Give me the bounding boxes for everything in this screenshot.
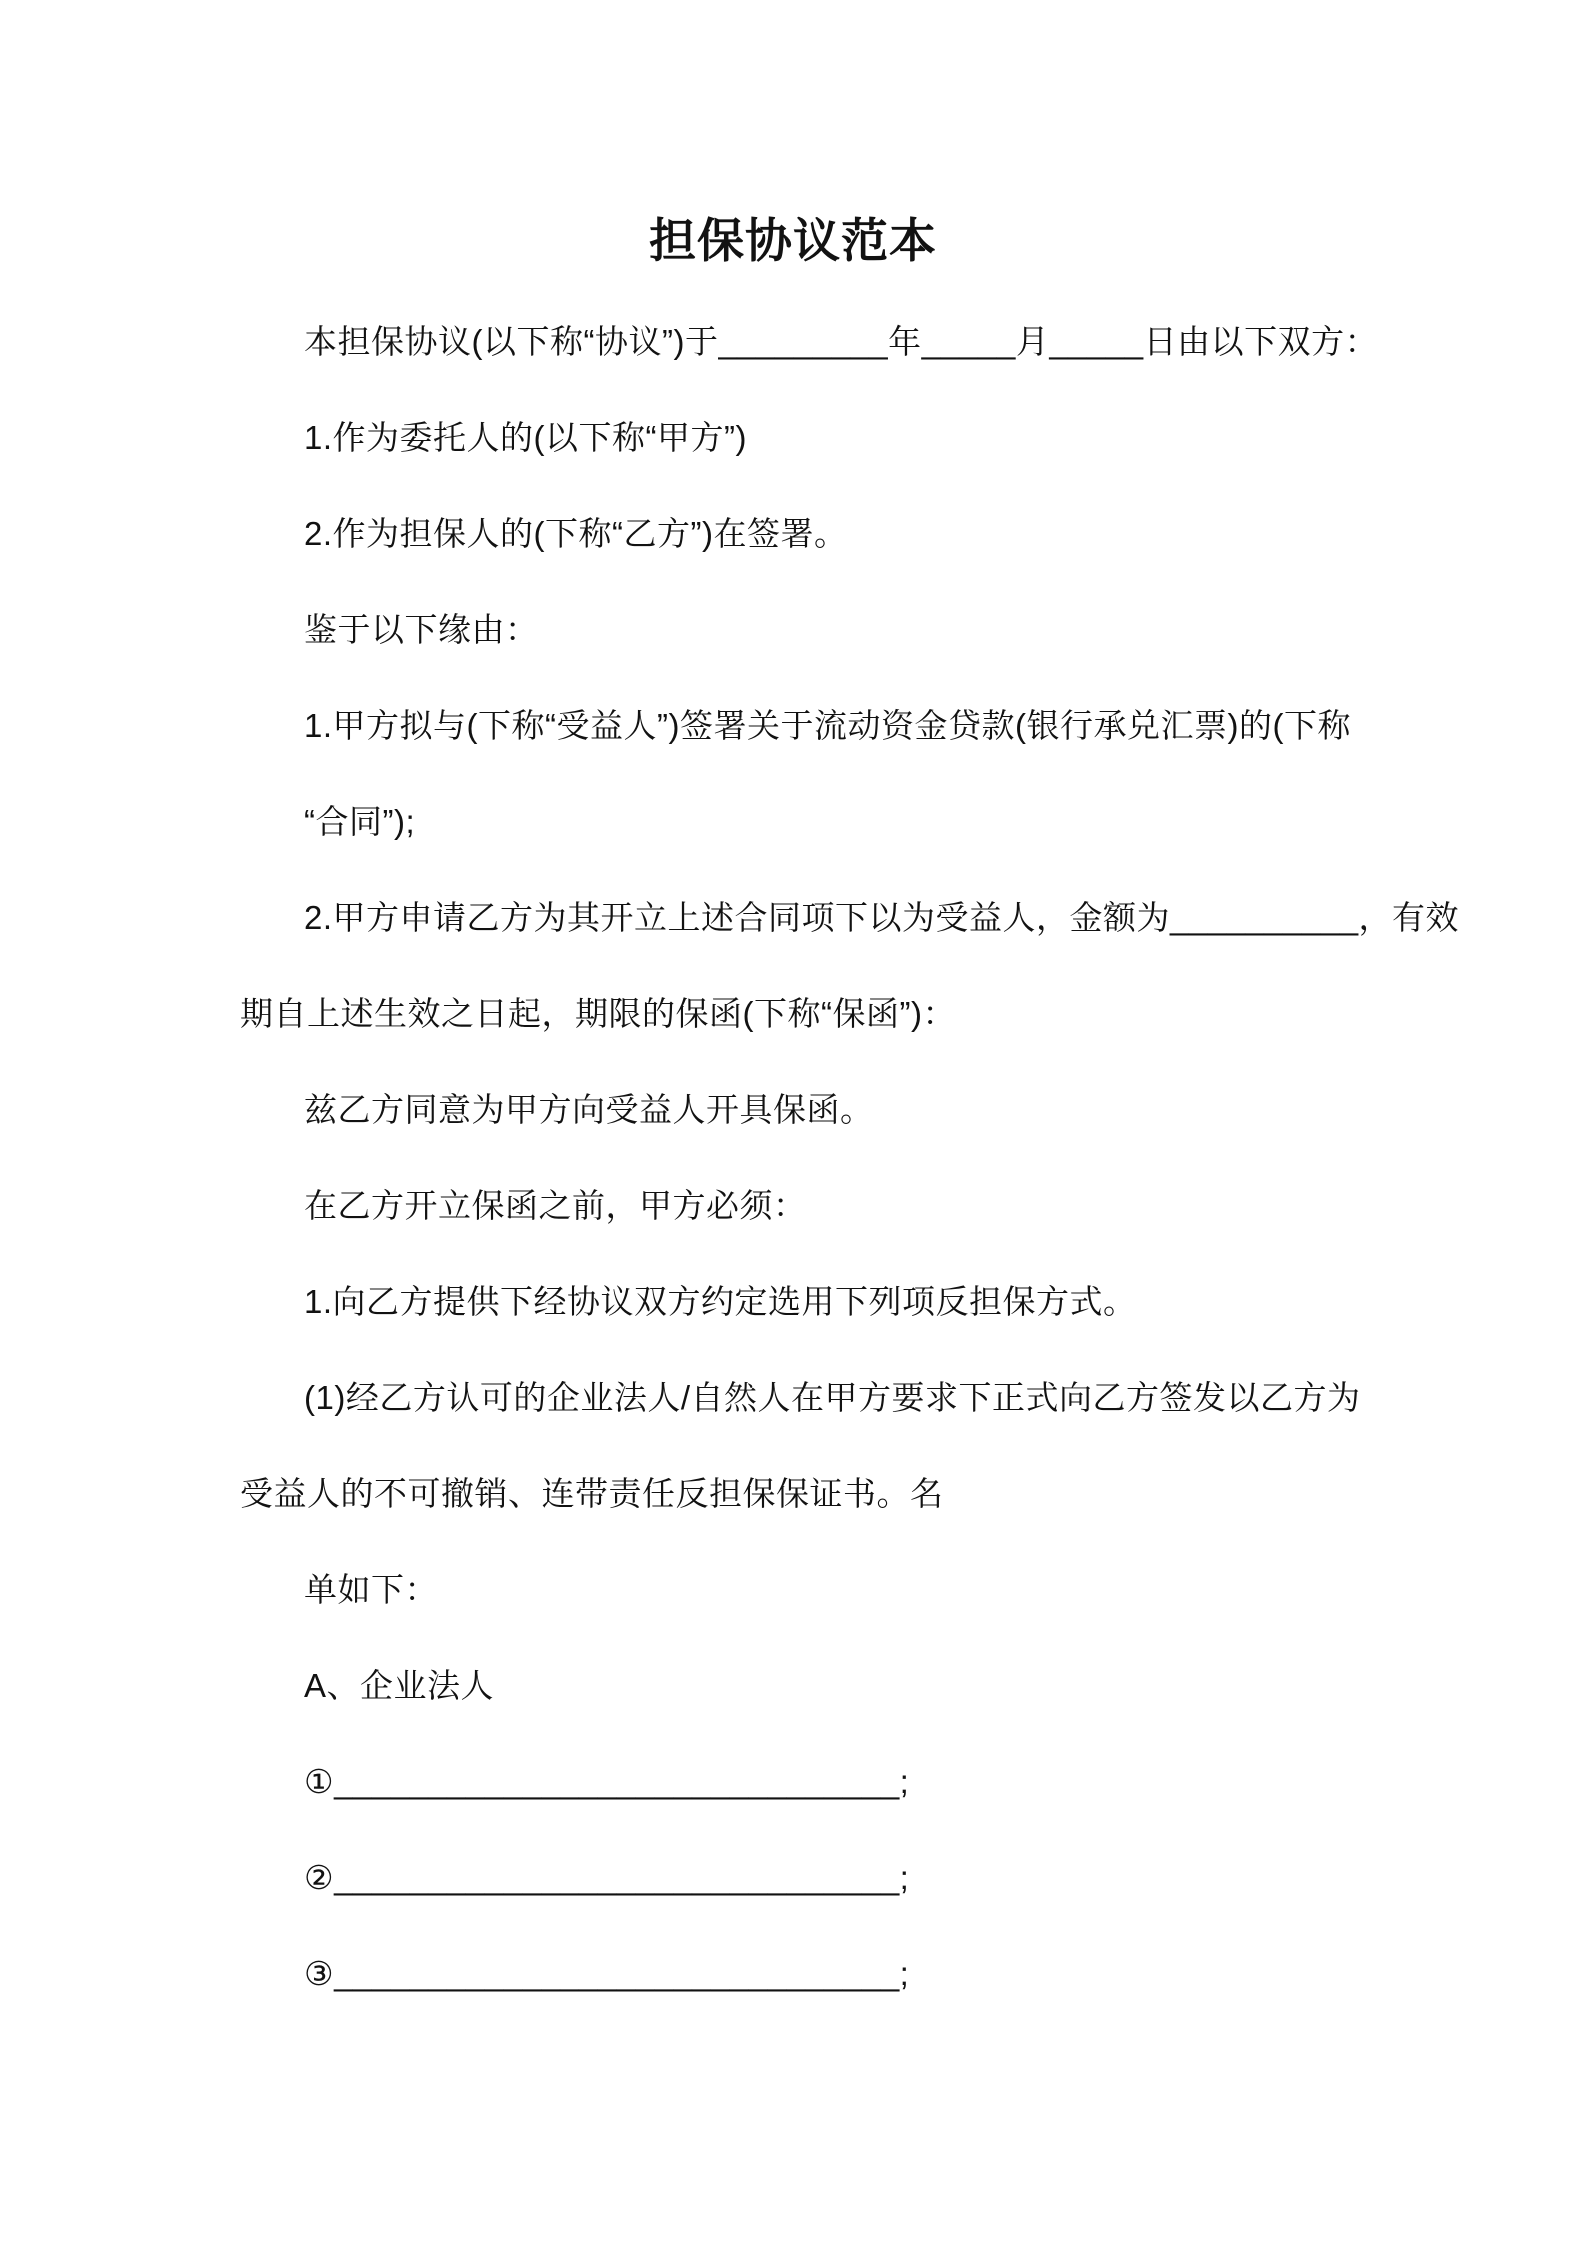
document-line: 2.甲方申请乙方为其开立上述合同项下以为受益人，金额为__________，有效 [304,899,1460,936]
document-line: ①______________________________; [304,1763,910,1800]
document-line: 1.作为委托人的(以下称“甲方”) [304,419,747,456]
document-title: 担保协议范本 [649,214,937,267]
document-line: “合同”); [304,803,416,840]
document-line: 2.作为担保人的(下称“乙方”)在签署。 [304,515,848,552]
document-line: 期自上述生效之日起，期限的保函(下称“保函”)： [240,995,956,1032]
document-line: ②______________________________; [304,1859,910,1896]
document-line: 1.向乙方提供下经协议双方约定选用下列项反担保方式。 [304,1283,1137,1320]
document-line: 单如下： [304,1571,438,1608]
document-line: (1)经乙方认可的企业法人/自然人在甲方要求下正式向乙方签发以乙方为 [304,1379,1361,1416]
document-line: ③______________________________; [304,1955,910,1992]
document-line: 1.甲方拟与(下称“受益人”)签署关于流动资金贷款(银行承兑汇票)的(下称 [304,707,1351,744]
document-line: 在乙方开立保函之前，甲方必须： [304,1187,807,1224]
document-line: 兹乙方同意为甲方向受益人开具保函。 [304,1091,874,1128]
document-body [240,294,1466,2022]
document-line: A、企业法人 [304,1667,495,1704]
document-line: 受益人的不可撤销、连带责任反担保保证书。名 [240,1475,944,1512]
document-line: 本担保协议(以下称“协议”)于_________年_____月_____日由以下双方： [304,323,1379,360]
document-line: 鉴于以下缘由： [304,611,539,648]
